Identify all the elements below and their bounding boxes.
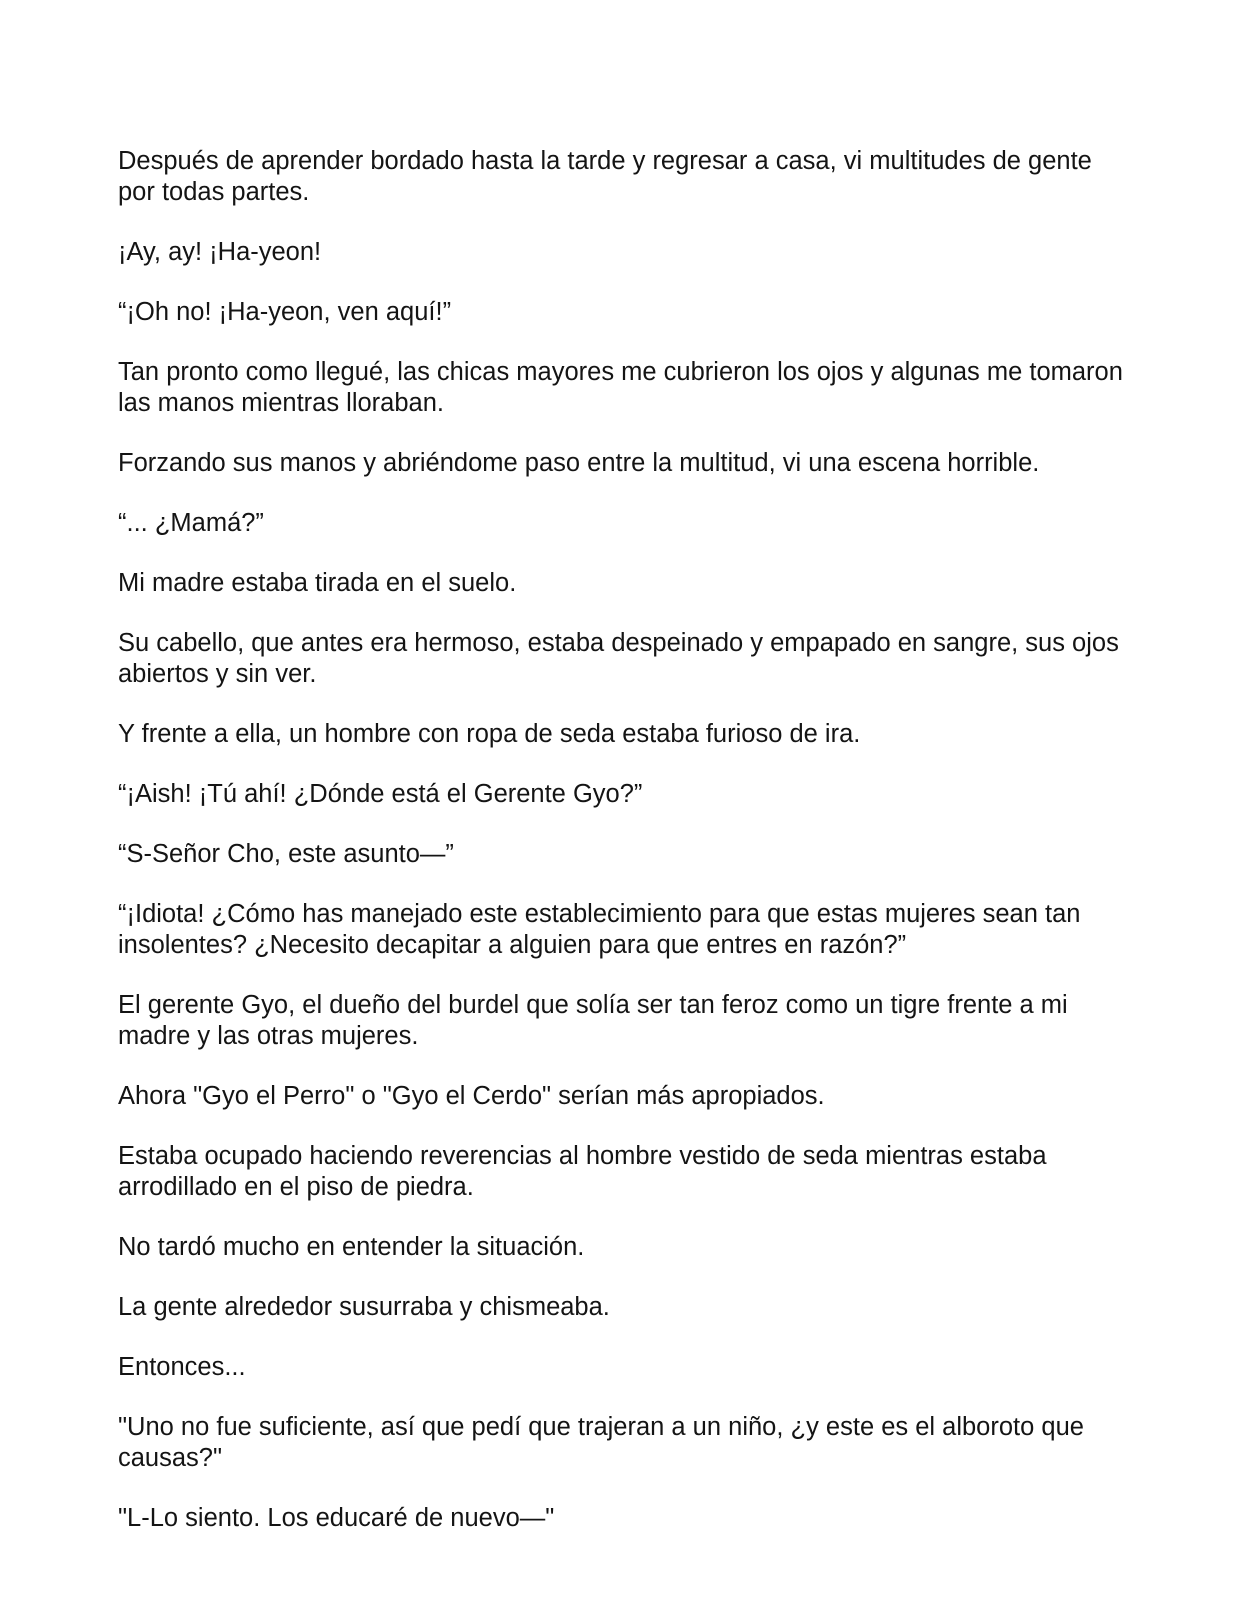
paragraph-14: Ahora "Gyo el Perro" o "Gyo el Cerdo" serían más apropiados. [118, 1082, 825, 1110]
paragraph-1: Después de aprender bordado hasta la tarde y regresar a casa, vi multitudes de gente por todas partes. [118, 147, 1092, 206]
paragraph-17: La gente alrededor susurraba y chismeaba. [118, 1293, 610, 1321]
paragraph-3: “¡Oh no! ¡Ha-yeon, ven aquí!” [118, 298, 452, 326]
paragraph-6: “... ¿Mamá?” [118, 509, 264, 537]
paragraph-19: "Uno no fue suficiente, así que pedí que trajeran a un niño, ¿y este es el alboroto que causas?" [118, 1413, 1084, 1472]
paragraph-2: ¡Ay, ay! ¡Ha-yeon! [118, 238, 322, 266]
paragraph-4: Tan pronto como llegué, las chicas mayores me cubrieron los ojos y algunas me tomaron las manos mientras lloraban. [118, 358, 1123, 417]
paragraph-20: "L-Lo siento. Los educaré de nuevo—" [118, 1504, 555, 1532]
paragraph-7: Mi madre estaba tirada en el suelo. [118, 569, 517, 597]
paragraph-13: El gerente Gyo, el dueño del burdel que solía ser tan feroz como un tigre frente a mi madre y las otras mujeres. [118, 991, 1068, 1050]
paragraph-12: “¡Idiota! ¿Cómo has manejado este establecimiento para que estas mujeres sean tan insolentes? ¿Necesito decapitar a alguien para que entres en razón?” [118, 900, 1081, 959]
paragraph-8: Su cabello, que antes era hermoso, estaba despeinado y empapado en sangre, sus ojos abiertos y sin ver. [118, 629, 1119, 688]
paragraph-16: No tardó mucho en entender la situación. [118, 1233, 585, 1261]
paragraph-5: Forzando sus manos y abriéndome paso entre la multitud, vi una escena horrible. [118, 449, 1040, 477]
paragraph-11: “S-Señor Cho, este asunto—” [118, 840, 454, 868]
document-body [118, 146, 1128, 1563]
paragraph-9: Y frente a ella, un hombre con ropa de seda estaba furioso de ira. [118, 720, 861, 748]
paragraph-18: Entonces... [118, 1353, 246, 1381]
paragraph-10: “¡Aish! ¡Tú ahí! ¿Dónde está el Gerente Gyo?” [118, 780, 643, 808]
paragraph-15: Estaba ocupado haciendo reverencias al hombre vestido de seda mientras estaba arrodillado en el piso de piedra. [118, 1142, 1047, 1201]
